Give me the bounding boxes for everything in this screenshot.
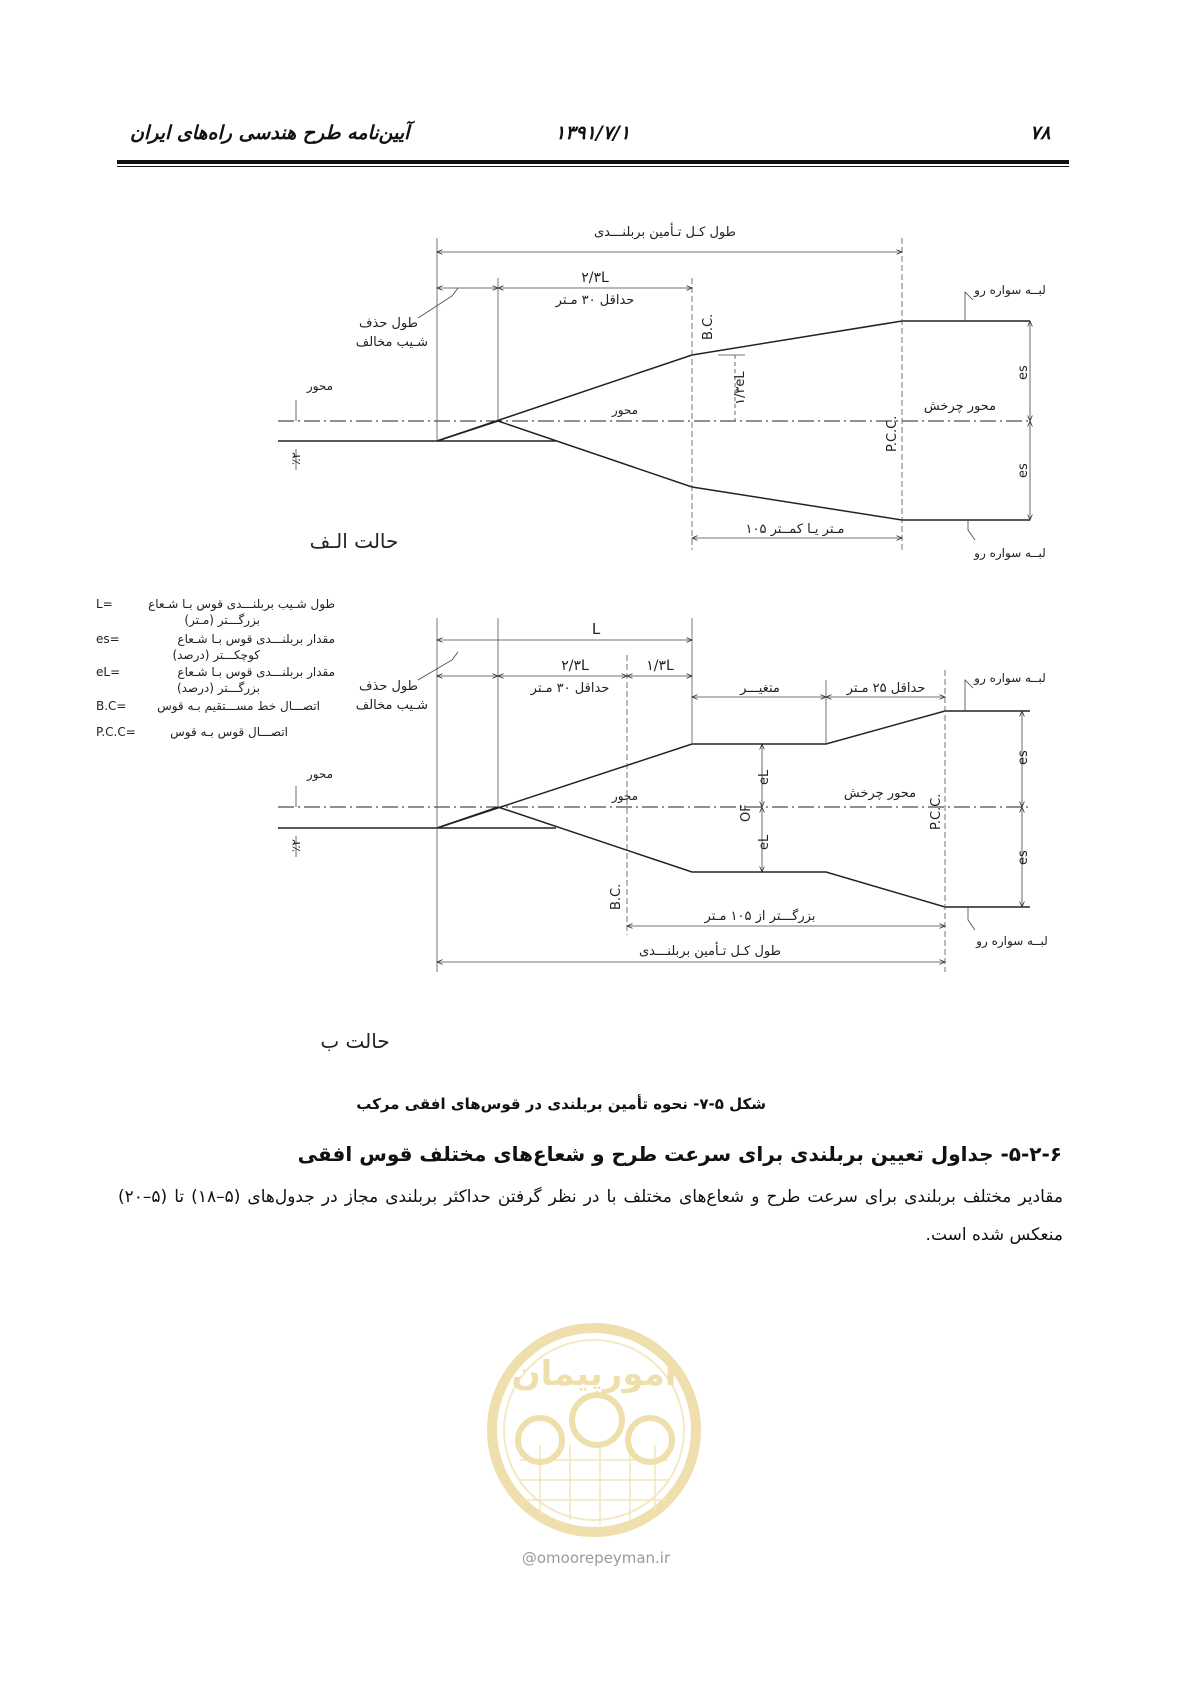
svg-text:طول شـیب بربلنـــدی قوس بـا شـ: طول شـیب بربلنـــدی قوس بـا شـعاع <box>148 597 335 611</box>
case-b-greater-105: بزرگـــتر از ۱۰۵ مـتر <box>704 909 816 924</box>
svg-text:مقدار بربلنـــدی قوس بـا شـعاع: مقدار بربلنـــدی قوس بـا شـعاع <box>177 665 335 679</box>
svg-text:کوچکـــتر (درصد): کوچکـــتر (درصد) <box>172 648 260 662</box>
case-a-edge-bottom: لبــه سواره رو <box>974 546 1046 560</box>
case-a-rotation-axis: محور چرخش <box>923 399 997 414</box>
case-b-eL-top: eL <box>757 769 772 785</box>
case-b-L: L <box>591 620 601 638</box>
legend <box>96 597 335 740</box>
case-b-percent-2: ٪۲ <box>289 839 303 852</box>
watermark-logo <box>492 1328 696 1532</box>
case-a-removal-1: طول حذف <box>359 316 418 331</box>
svg-text:اتصـــال خط مســـتقیم بـه قوس: اتصـــال خط مســـتقیم بـه قوس <box>157 699 320 713</box>
case-b-axis-left: محور <box>306 767 334 781</box>
case-b-pcc: P.C.C. <box>929 793 944 830</box>
case-a-removal-2: شـیب مخالف <box>355 335 428 350</box>
case-a-bc: B.C. <box>701 313 716 340</box>
case-b-removal-2: شـیب مخالف <box>355 698 428 713</box>
section-paragraph: مقادیر مختلف بربلندی برای سرعت طرح و شعاع‌های مختلف با در نظر گرفتن حداکثر بربلندی مجاز در جدول‌های (۵–۱۸) تا (۵–۲۰) منعکس شده است. <box>118 1187 1064 1245</box>
header-date: ۱۳۹۱/۷/۱ <box>555 122 631 144</box>
svg-text:مقدار بربلنـــدی قوس بـا شـعاع: مقدار بربلنـــدی قوس بـا شـعاع <box>177 632 335 646</box>
case-b-min-30m: حداقل ۳۰ مـتر <box>530 681 610 696</box>
case-a-two-thirds-L: ۲/۳L <box>581 270 609 286</box>
case-b-total-length: طول کـل تـأمین بربلنـــدی <box>639 944 781 959</box>
case-b-min-25m: حداقل ۲۵ مـتر <box>846 681 926 696</box>
case-b-es-top: es <box>1016 750 1031 765</box>
case-a-length-105: ۱۰۵ مـتر یـا کمــتر <box>745 522 845 537</box>
case-b-one-third-L: ۱/۳L <box>646 658 674 674</box>
book-title: آیین‌نامه طرح هندسی راه‌های ایران <box>130 122 410 144</box>
case-b-es-bottom: es <box>1016 850 1031 865</box>
case-a-lower-edge <box>437 421 1030 520</box>
svg-text:L=: L= <box>96 597 113 611</box>
svg-text:بزرگـــتر (مـتر): بزرگـــتر (مـتر) <box>184 613 260 627</box>
case-b-axis-mid: محور <box>611 789 639 803</box>
case-b-rotation-axis: محور چرخش <box>843 786 917 801</box>
case-a-edge-top: لبــه سواره رو <box>974 283 1046 297</box>
case-a-state-label: حالت الـف <box>309 529 399 553</box>
case-b-eL-bottom: eL <box>757 834 772 850</box>
case-a-percent-2: ٪۲ <box>289 452 303 465</box>
svg-text:امورپیمان: امورپیمان <box>511 1354 677 1394</box>
section-heading: ۵-۲-۶- جداول تعیین بربلندی برای سرعت طرح و شعاع‌های مختلف قوس افقی <box>297 1142 1062 1166</box>
case-b-edge-top: لبــه سواره رو <box>974 671 1046 685</box>
case-b-two-thirds-L: ۲/۳L <box>561 658 589 674</box>
case-a-es-top: es <box>1016 365 1031 380</box>
case-a-total-length: طول کـل تـأمین بربلنـــدی <box>594 225 736 240</box>
page-number: ۷۸ <box>1030 122 1051 144</box>
case-a-min-30m: حداقل ۳۰ مـتر <box>555 293 635 308</box>
figure-caption: شکل ۵-۷- نحوه تأمین بربلندی در قوس‌های افقی مرکب <box>356 1095 766 1113</box>
case-a-pcc: P.C.C. <box>885 415 900 452</box>
svg-text:P.C.C=: P.C.C= <box>96 725 136 739</box>
watermark-url: @omoorepeyman.ir <box>521 1549 671 1567</box>
case-b-variable: متغیـــر <box>740 681 780 696</box>
case-a-third-eL: ۱/۳eL <box>733 371 748 405</box>
case-a-es-bottom: es <box>1016 463 1031 478</box>
svg-text:اتصـــال قوس بـه قوس: اتصـــال قوس بـه قوس <box>170 725 288 739</box>
case-b-state-label: حالت ب <box>320 1029 390 1053</box>
case-b-of: OF <box>739 804 754 822</box>
svg-text:B.C=: B.C= <box>96 699 127 713</box>
svg-text:eL=: eL= <box>96 665 121 679</box>
case-a-axis-left: محور <box>306 379 334 393</box>
case-a-axis-mid: محور <box>611 403 639 417</box>
case-a-diagram <box>278 238 1030 550</box>
case-b-removal-1: طول حذف <box>359 679 418 694</box>
case-b-edge-bottom: لبــه سواره رو <box>976 934 1048 948</box>
svg-text:بزرگـــتر (درصد): بزرگـــتر (درصد) <box>176 681 260 695</box>
svg-text:es=: es= <box>96 632 120 646</box>
case-b-bc: B.C. <box>609 883 624 910</box>
